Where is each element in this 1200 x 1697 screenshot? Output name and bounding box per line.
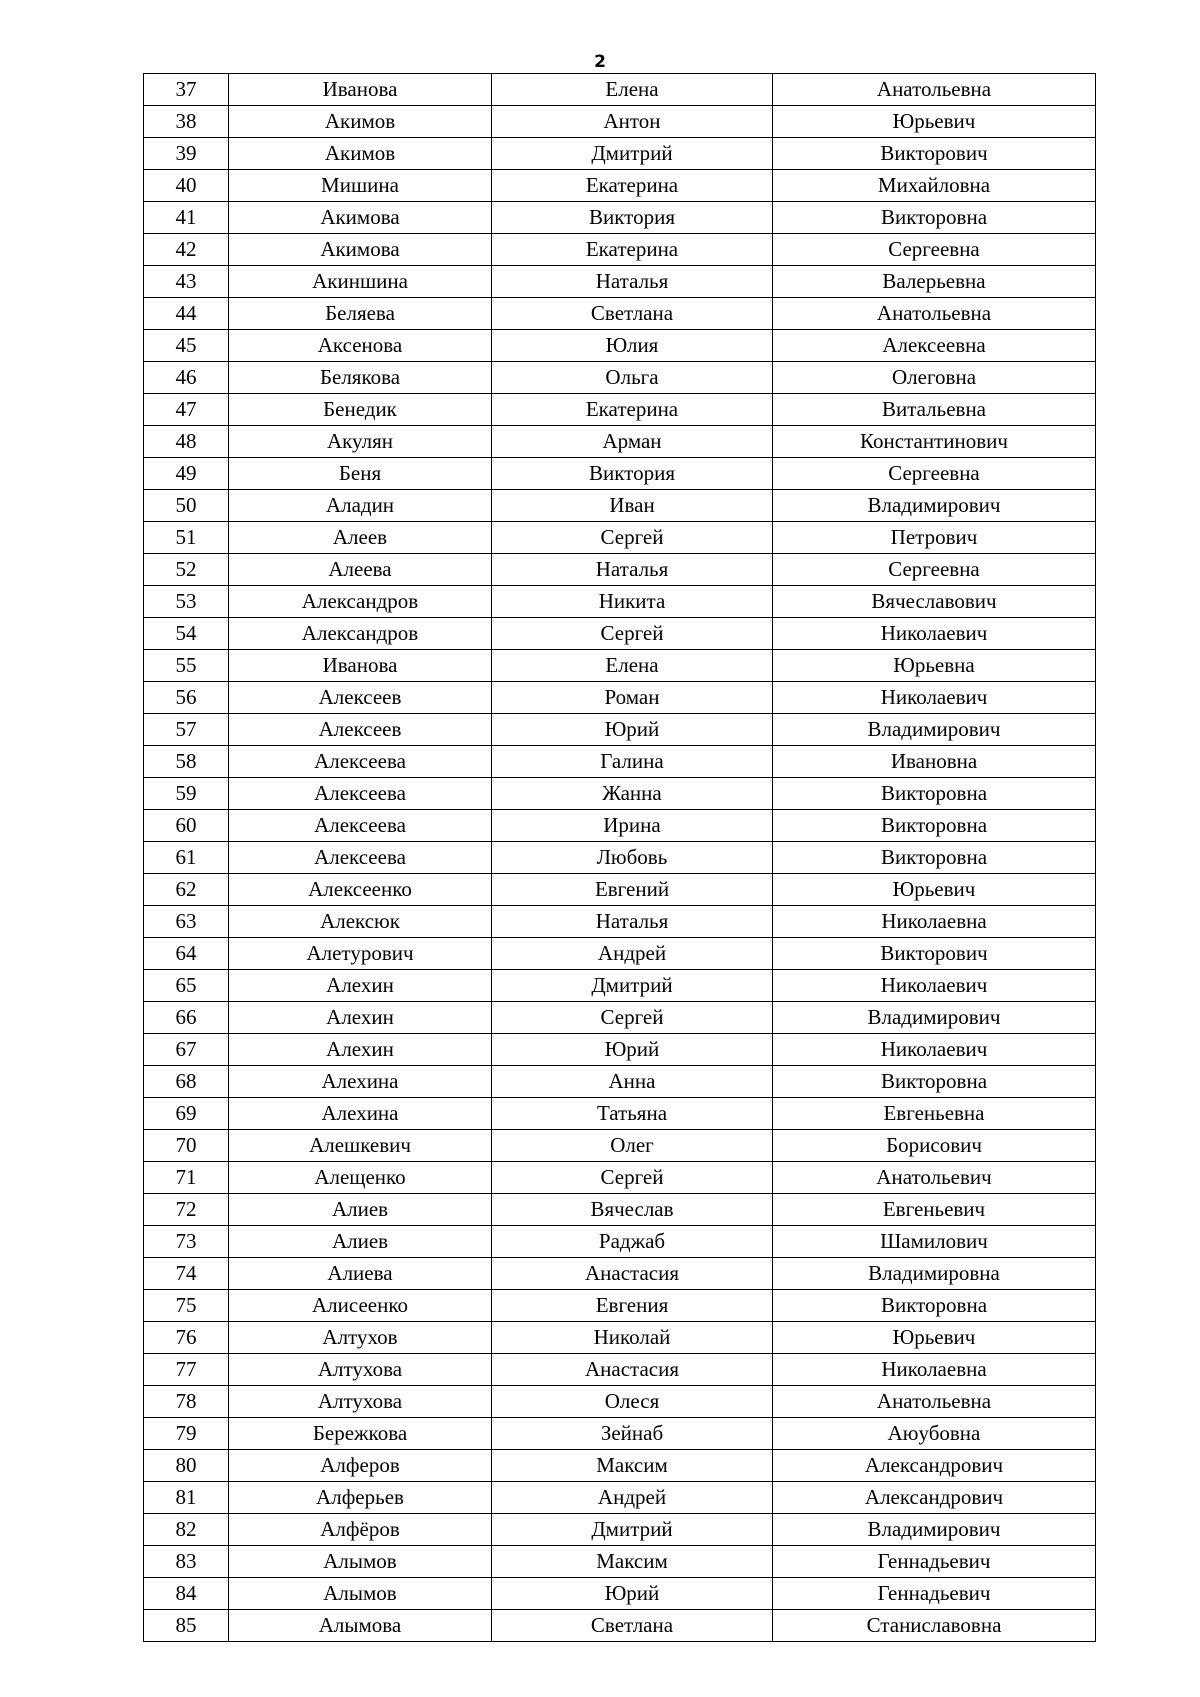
patronymic-cell: Викторовна: [773, 778, 1096, 810]
patronymic-cell: Сергеевна: [773, 234, 1096, 266]
first-name-cell: Сергей: [492, 522, 773, 554]
table-row: [144, 1258, 1096, 1290]
table-row: [144, 778, 1096, 810]
first-name-cell: Олег: [492, 1130, 773, 1162]
surname-cell: Алехина: [229, 1098, 492, 1130]
patronymic-cell: Владимирович: [773, 1002, 1096, 1034]
surname-cell: Иванова: [229, 650, 492, 682]
surname-cell: Алешкевич: [229, 1130, 492, 1162]
row-number-cell: 80: [144, 1450, 229, 1482]
row-number-cell: 67: [144, 1034, 229, 1066]
table-row: [144, 1578, 1096, 1610]
row-number-cell: 84: [144, 1578, 229, 1610]
table-row: [144, 906, 1096, 938]
surname-cell: Аксенова: [229, 330, 492, 362]
table-row: [144, 298, 1096, 330]
first-name-cell: Екатерина: [492, 234, 773, 266]
table-row: [144, 1354, 1096, 1386]
row-number-cell: 59: [144, 778, 229, 810]
table-row: [144, 1386, 1096, 1418]
patronymic-cell: Юрьевич: [773, 1322, 1096, 1354]
surname-cell: Аладин: [229, 490, 492, 522]
surname-cell: Алексеев: [229, 714, 492, 746]
patronymic-cell: Юрьевич: [773, 106, 1096, 138]
row-number-cell: 61: [144, 842, 229, 874]
patronymic-cell: Викторовна: [773, 1290, 1096, 1322]
surname-cell: Алеева: [229, 554, 492, 586]
first-name-cell: Наталья: [492, 906, 773, 938]
row-number-cell: 40: [144, 170, 229, 202]
surname-cell: Бережкова: [229, 1418, 492, 1450]
table-row: [144, 1034, 1096, 1066]
row-number-cell: 51: [144, 522, 229, 554]
surname-cell: Бенедик: [229, 394, 492, 426]
row-number-cell: 78: [144, 1386, 229, 1418]
table-row: [144, 74, 1096, 106]
first-name-cell: Елена: [492, 74, 773, 106]
patronymic-cell: Михайловна: [773, 170, 1096, 202]
first-name-cell: Евгения: [492, 1290, 773, 1322]
first-name-cell: Елена: [492, 650, 773, 682]
row-number-cell: 73: [144, 1226, 229, 1258]
table-row: [144, 1194, 1096, 1226]
patronymic-cell: Анатольевич: [773, 1162, 1096, 1194]
surname-cell: Алиев: [229, 1226, 492, 1258]
surname-cell: Алферьев: [229, 1482, 492, 1514]
table-row: [144, 1322, 1096, 1354]
table-row: [144, 586, 1096, 618]
table-row: [144, 138, 1096, 170]
patronymic-cell: Евгеньевич: [773, 1194, 1096, 1226]
first-name-cell: Арман: [492, 426, 773, 458]
patronymic-cell: Юрьевна: [773, 650, 1096, 682]
page-number: 2: [594, 52, 606, 72]
first-name-cell: Сергей: [492, 1002, 773, 1034]
row-number-cell: 79: [144, 1418, 229, 1450]
first-name-cell: Ольга: [492, 362, 773, 394]
row-number-cell: 45: [144, 330, 229, 362]
first-name-cell: Жанна: [492, 778, 773, 810]
patronymic-cell: Шамилович: [773, 1226, 1096, 1258]
surname-cell: Алексеева: [229, 778, 492, 810]
first-name-cell: Андрей: [492, 1482, 773, 1514]
table-row: [144, 106, 1096, 138]
first-name-cell: Анастасия: [492, 1354, 773, 1386]
row-number-cell: 64: [144, 938, 229, 970]
patronymic-cell: Анатольевна: [773, 1386, 1096, 1418]
table-row: [144, 874, 1096, 906]
row-number-cell: 49: [144, 458, 229, 490]
row-number-cell: 69: [144, 1098, 229, 1130]
table-row: [144, 1098, 1096, 1130]
table-row: [144, 810, 1096, 842]
first-name-cell: Дмитрий: [492, 970, 773, 1002]
row-number-cell: 52: [144, 554, 229, 586]
first-name-cell: Иван: [492, 490, 773, 522]
table-row: [144, 1610, 1096, 1642]
row-number-cell: 56: [144, 682, 229, 714]
row-number-cell: 44: [144, 298, 229, 330]
table-row: [144, 1418, 1096, 1450]
patronymic-cell: Владимировна: [773, 1258, 1096, 1290]
table-row: [144, 170, 1096, 202]
first-name-cell: Юрий: [492, 714, 773, 746]
patronymic-cell: Александрович: [773, 1450, 1096, 1482]
row-number-cell: 43: [144, 266, 229, 298]
row-number-cell: 53: [144, 586, 229, 618]
first-name-cell: Олеся: [492, 1386, 773, 1418]
row-number-cell: 46: [144, 362, 229, 394]
row-number-cell: 47: [144, 394, 229, 426]
patronymic-cell: Николаевна: [773, 906, 1096, 938]
patronymic-cell: Александрович: [773, 1482, 1096, 1514]
surname-cell: Акимова: [229, 202, 492, 234]
surname-cell: Алферов: [229, 1450, 492, 1482]
first-name-cell: Светлана: [492, 1610, 773, 1642]
row-number-cell: 41: [144, 202, 229, 234]
surname-cell: Акулян: [229, 426, 492, 458]
surname-cell: Алексеева: [229, 746, 492, 778]
patronymic-cell: Викторовна: [773, 810, 1096, 842]
table-row: [144, 458, 1096, 490]
row-number-cell: 39: [144, 138, 229, 170]
surname-cell: Алексеев: [229, 682, 492, 714]
table-row: [144, 1450, 1096, 1482]
patronymic-cell: Станиславовна: [773, 1610, 1096, 1642]
first-name-cell: Ирина: [492, 810, 773, 842]
row-number-cell: 70: [144, 1130, 229, 1162]
surname-cell: Алисеенко: [229, 1290, 492, 1322]
surname-cell: Алфёров: [229, 1514, 492, 1546]
surname-cell: Алиев: [229, 1194, 492, 1226]
row-number-cell: 54: [144, 618, 229, 650]
row-number-cell: 48: [144, 426, 229, 458]
table-row: [144, 1066, 1096, 1098]
first-name-cell: Зейнаб: [492, 1418, 773, 1450]
patronymic-cell: Ивановна: [773, 746, 1096, 778]
surname-cell: Алымов: [229, 1578, 492, 1610]
row-number-cell: 81: [144, 1482, 229, 1514]
first-name-cell: Галина: [492, 746, 773, 778]
table-row: [144, 1482, 1096, 1514]
surname-cell: Алехин: [229, 970, 492, 1002]
table-row: [144, 426, 1096, 458]
patronymic-cell: Сергеевна: [773, 458, 1096, 490]
row-number-cell: 60: [144, 810, 229, 842]
table-row: [144, 490, 1096, 522]
row-number-cell: 77: [144, 1354, 229, 1386]
row-number-cell: 62: [144, 874, 229, 906]
first-name-cell: Наталья: [492, 554, 773, 586]
patronymic-cell: Геннадьевич: [773, 1578, 1096, 1610]
surname-cell: Алетурович: [229, 938, 492, 970]
first-name-cell: Сергей: [492, 618, 773, 650]
surname-cell: Беляева: [229, 298, 492, 330]
patronymic-cell: Владимирович: [773, 490, 1096, 522]
table-row: [144, 1162, 1096, 1194]
row-number-cell: 85: [144, 1610, 229, 1642]
table-row: [144, 842, 1096, 874]
table-row: [144, 202, 1096, 234]
patronymic-cell: Витальевна: [773, 394, 1096, 426]
row-number-cell: 68: [144, 1066, 229, 1098]
table-row: [144, 234, 1096, 266]
names-table: [143, 73, 1096, 1642]
first-name-cell: Анастасия: [492, 1258, 773, 1290]
row-number-cell: 82: [144, 1514, 229, 1546]
surname-cell: Алехина: [229, 1066, 492, 1098]
patronymic-cell: Николаевич: [773, 618, 1096, 650]
first-name-cell: Николай: [492, 1322, 773, 1354]
row-number-cell: 42: [144, 234, 229, 266]
first-name-cell: Наталья: [492, 266, 773, 298]
row-number-cell: 72: [144, 1194, 229, 1226]
first-name-cell: Евгений: [492, 874, 773, 906]
row-number-cell: 38: [144, 106, 229, 138]
patronymic-cell: Николаевич: [773, 970, 1096, 1002]
surname-cell: Акимов: [229, 138, 492, 170]
table-row: [144, 1002, 1096, 1034]
first-name-cell: Максим: [492, 1450, 773, 1482]
table-row: [144, 938, 1096, 970]
patronymic-cell: Анатольевна: [773, 74, 1096, 106]
first-name-cell: Екатерина: [492, 394, 773, 426]
surname-cell: Алтухова: [229, 1354, 492, 1386]
patronymic-cell: Викторович: [773, 938, 1096, 970]
row-number-cell: 71: [144, 1162, 229, 1194]
first-name-cell: Юрий: [492, 1578, 773, 1610]
patronymic-cell: Евгеньевна: [773, 1098, 1096, 1130]
table-row: [144, 746, 1096, 778]
row-number-cell: 37: [144, 74, 229, 106]
first-name-cell: Татьяна: [492, 1098, 773, 1130]
row-number-cell: 83: [144, 1546, 229, 1578]
first-name-cell: Роман: [492, 682, 773, 714]
first-name-cell: Андрей: [492, 938, 773, 970]
row-number-cell: 66: [144, 1002, 229, 1034]
surname-cell: Александров: [229, 618, 492, 650]
first-name-cell: Юлия: [492, 330, 773, 362]
surname-cell: Алексеева: [229, 810, 492, 842]
patronymic-cell: Владимирович: [773, 1514, 1096, 1546]
patronymic-cell: Викторовна: [773, 1066, 1096, 1098]
patronymic-cell: Владимирович: [773, 714, 1096, 746]
table-row: [144, 714, 1096, 746]
first-name-cell: Виктория: [492, 202, 773, 234]
patronymic-cell: Аюубовна: [773, 1418, 1096, 1450]
first-name-cell: Юрий: [492, 1034, 773, 1066]
row-number-cell: 74: [144, 1258, 229, 1290]
table-row: [144, 1290, 1096, 1322]
first-name-cell: Антон: [492, 106, 773, 138]
first-name-cell: Анна: [492, 1066, 773, 1098]
first-name-cell: Никита: [492, 586, 773, 618]
first-name-cell: Любовь: [492, 842, 773, 874]
patronymic-cell: Викторовна: [773, 842, 1096, 874]
table-row: [144, 394, 1096, 426]
surname-cell: Алымова: [229, 1610, 492, 1642]
row-number-cell: 58: [144, 746, 229, 778]
surname-cell: Акимов: [229, 106, 492, 138]
table-row: [144, 554, 1096, 586]
first-name-cell: Светлана: [492, 298, 773, 330]
surname-cell: Алтухова: [229, 1386, 492, 1418]
surname-cell: Мишина: [229, 170, 492, 202]
table-body: [144, 74, 1096, 1642]
table-row: [144, 1130, 1096, 1162]
patronymic-cell: Константинович: [773, 426, 1096, 458]
patronymic-cell: Николаевич: [773, 682, 1096, 714]
first-name-cell: Дмитрий: [492, 138, 773, 170]
surname-cell: Алексеенко: [229, 874, 492, 906]
surname-cell: Алещенко: [229, 1162, 492, 1194]
row-number-cell: 76: [144, 1322, 229, 1354]
table-row: [144, 618, 1096, 650]
surname-cell: Алтухов: [229, 1322, 492, 1354]
row-number-cell: 57: [144, 714, 229, 746]
patronymic-cell: Николаевич: [773, 1034, 1096, 1066]
first-name-cell: Дмитрий: [492, 1514, 773, 1546]
table-row: [144, 970, 1096, 1002]
surname-cell: Беня: [229, 458, 492, 490]
row-number-cell: 63: [144, 906, 229, 938]
table-row: [144, 330, 1096, 362]
surname-cell: Алехин: [229, 1002, 492, 1034]
patronymic-cell: Анатольевна: [773, 298, 1096, 330]
first-name-cell: Раджаб: [492, 1226, 773, 1258]
patronymic-cell: Борисович: [773, 1130, 1096, 1162]
patronymic-cell: Сергеевна: [773, 554, 1096, 586]
patronymic-cell: Юрьевич: [773, 874, 1096, 906]
surname-cell: Алеев: [229, 522, 492, 554]
row-number-cell: 50: [144, 490, 229, 522]
patronymic-cell: Вячеславович: [773, 586, 1096, 618]
surname-cell: Акиншина: [229, 266, 492, 298]
first-name-cell: Максим: [492, 1546, 773, 1578]
surname-cell: Алымов: [229, 1546, 492, 1578]
patronymic-cell: Валерьевна: [773, 266, 1096, 298]
table-row: [144, 266, 1096, 298]
surname-cell: Иванова: [229, 74, 492, 106]
patronymic-cell: Алексеевна: [773, 330, 1096, 362]
first-name-cell: Вячеслав: [492, 1194, 773, 1226]
surname-cell: Александров: [229, 586, 492, 618]
surname-cell: Алехин: [229, 1034, 492, 1066]
table-row: [144, 1226, 1096, 1258]
patronymic-cell: Николаевна: [773, 1354, 1096, 1386]
table-row: [144, 682, 1096, 714]
first-name-cell: Сергей: [492, 1162, 773, 1194]
row-number-cell: 55: [144, 650, 229, 682]
first-name-cell: Виктория: [492, 458, 773, 490]
table-row: [144, 362, 1096, 394]
row-number-cell: 75: [144, 1290, 229, 1322]
first-name-cell: Екатерина: [492, 170, 773, 202]
patronymic-cell: Викторовна: [773, 202, 1096, 234]
surname-cell: Акимова: [229, 234, 492, 266]
table-row: [144, 1514, 1096, 1546]
surname-cell: Алексюк: [229, 906, 492, 938]
table-row: [144, 650, 1096, 682]
surname-cell: Алексеева: [229, 842, 492, 874]
table-row: [144, 1546, 1096, 1578]
table-row: [144, 522, 1096, 554]
patronymic-cell: Олеговна: [773, 362, 1096, 394]
row-number-cell: 65: [144, 970, 229, 1002]
surname-cell: Белякова: [229, 362, 492, 394]
patronymic-cell: Викторович: [773, 138, 1096, 170]
patronymic-cell: Геннадьевич: [773, 1546, 1096, 1578]
patronymic-cell: Петрович: [773, 522, 1096, 554]
surname-cell: Алиева: [229, 1258, 492, 1290]
